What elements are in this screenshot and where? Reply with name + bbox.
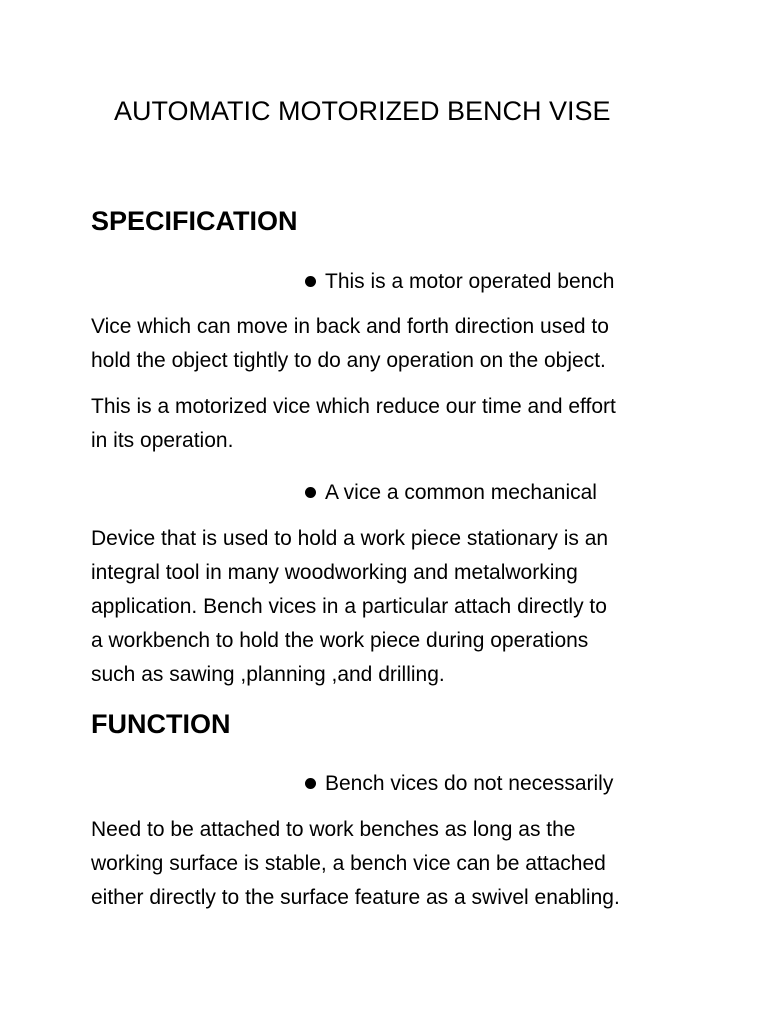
bullet-item xyxy=(305,481,597,505)
paragraph-line: either directly to the surface feature as a swivel enabling. xyxy=(91,886,620,909)
section-heading-function: FUNCTION xyxy=(91,709,231,739)
section-heading-specification: SPECIFICATION xyxy=(91,206,298,236)
paragraph-line: This is a motorized vice which reduce our time and effort xyxy=(91,395,616,418)
bullet-item xyxy=(305,772,613,796)
bullet-text: A vice a common mechanical xyxy=(325,481,597,504)
paragraph xyxy=(91,390,681,458)
bullet-text: This is a motor operated bench xyxy=(325,270,615,293)
bullet-icon xyxy=(305,778,316,789)
paragraph xyxy=(91,310,681,378)
bullet-item xyxy=(305,270,615,294)
paragraph-line: a workbench to hold the work piece during operations xyxy=(91,629,589,652)
paragraph-line: integral tool in many woodworking and metalworking xyxy=(91,561,578,584)
paragraph-line: such as sawing ,planning ,and drilling. xyxy=(91,663,445,686)
paragraph-line: Vice which can move in back and forth direction used to xyxy=(91,315,609,338)
paragraph-line: working surface is stable, a bench vice can be attached xyxy=(91,852,606,875)
paragraph-line: in its operation. xyxy=(91,429,234,452)
paragraph xyxy=(91,813,681,915)
paragraph-line: application. Bench vices in a particular attach directly to xyxy=(91,595,607,618)
paragraph-line: Need to be attached to work benches as long as the xyxy=(91,818,576,841)
bullet-text: Bench vices do not necessarily xyxy=(325,772,614,795)
bullet-icon xyxy=(305,276,316,287)
bullet-icon xyxy=(305,487,316,498)
paragraph xyxy=(91,522,681,692)
document-title: AUTOMATIC MOTORIZED BENCH VISE xyxy=(114,96,611,126)
paragraph-line: hold the object tightly to do any operation on the object. xyxy=(91,349,606,372)
paragraph-line: Device that is used to hold a work piece stationary is an xyxy=(91,527,609,550)
